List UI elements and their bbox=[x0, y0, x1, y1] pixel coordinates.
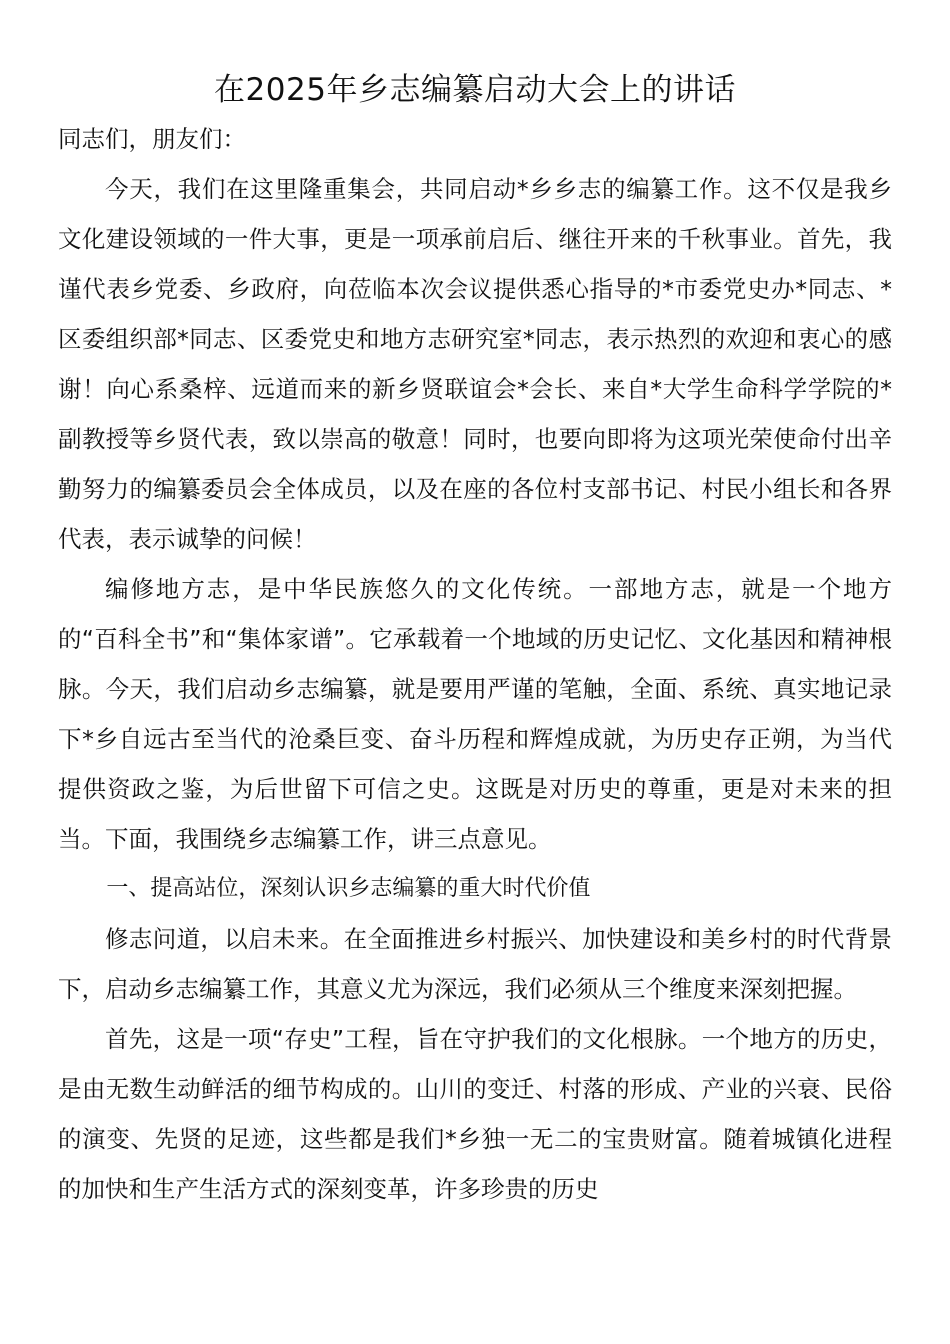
document-page bbox=[58, 62, 892, 1214]
paragraph-section-intro: 修志问道，以启未来。在全面推进乡村振兴、加快建设和美乡村的时代背景下，启动乡志编纂工作，其意义尤为深远，我们必须从三个维度来深刻把握。 bbox=[58, 925, 892, 1003]
paragraph-preserve-history: 首先，这是一项“存史”工程，旨在守护我们的文化根脉。一个地方的历史，是由无数生动鲜活的细节构成的。山川的变迁、村落的形成、产业的兴衰、民俗的演变、先贤的足迹，这些都是我们*乡独一无二的宝贵财富。随着城镇化进程的加快和生产生活方式的深刻变革，许多珍贵的历史 bbox=[58, 1025, 892, 1203]
section-heading: 一、提高站位，深刻认识乡志编纂的重大时代价值 bbox=[106, 876, 591, 901]
document-title: 在2025年乡志编纂启动大会上的讲话 bbox=[214, 72, 736, 108]
paragraph-tradition: 编修地方志，是中华民族悠久的文化传统。一部地方志，就是一个地方的“百科全书”和“集体家谱”。它承载着一个地域的历史记忆、文化基因和精神根脉。今天，我们启动乡志编纂，就是要用严谨的笔触，全面、系统、真实地记录下*乡自远古至当代的沧桑巨变、奋斗历程和辉煌成就，为历史存正朔，为当代提供资政之鉴，为后世留下可信之史。这既是对历史的尊重，更是对未来的担当。下面，我围绕乡志编纂工作，讲三点意见。 bbox=[58, 575, 892, 853]
paragraph-welcome: 今天，我们在这里隆重集会，共同启动*乡乡志的编纂工作。这不仅是我乡文化建设领域的一件大事，更是一项承前启后、继往开来的千秋事业。首先，我谨代表乡党委、乡政府，向莅临本次会议提供悉心指导的*市委党史办*同志、*区委组织部*同志、区委党史和地方志研究室*同志，表示热烈的欢迎和衷心的感谢！向心系桑梓、远道而来的新乡贤联谊会*会长、来自*大学生命科学学院的*副教授等乡贤代表，致以崇高的敬意！同时，也要向即将为这项光荣使命付出辛勤努力的编纂委员会全体成员，以及在座的各位村支部书记、村民小组长和各界代表，表示诚挚的问候！ bbox=[58, 175, 892, 553]
greeting: 同志们，朋友们： bbox=[58, 125, 246, 153]
